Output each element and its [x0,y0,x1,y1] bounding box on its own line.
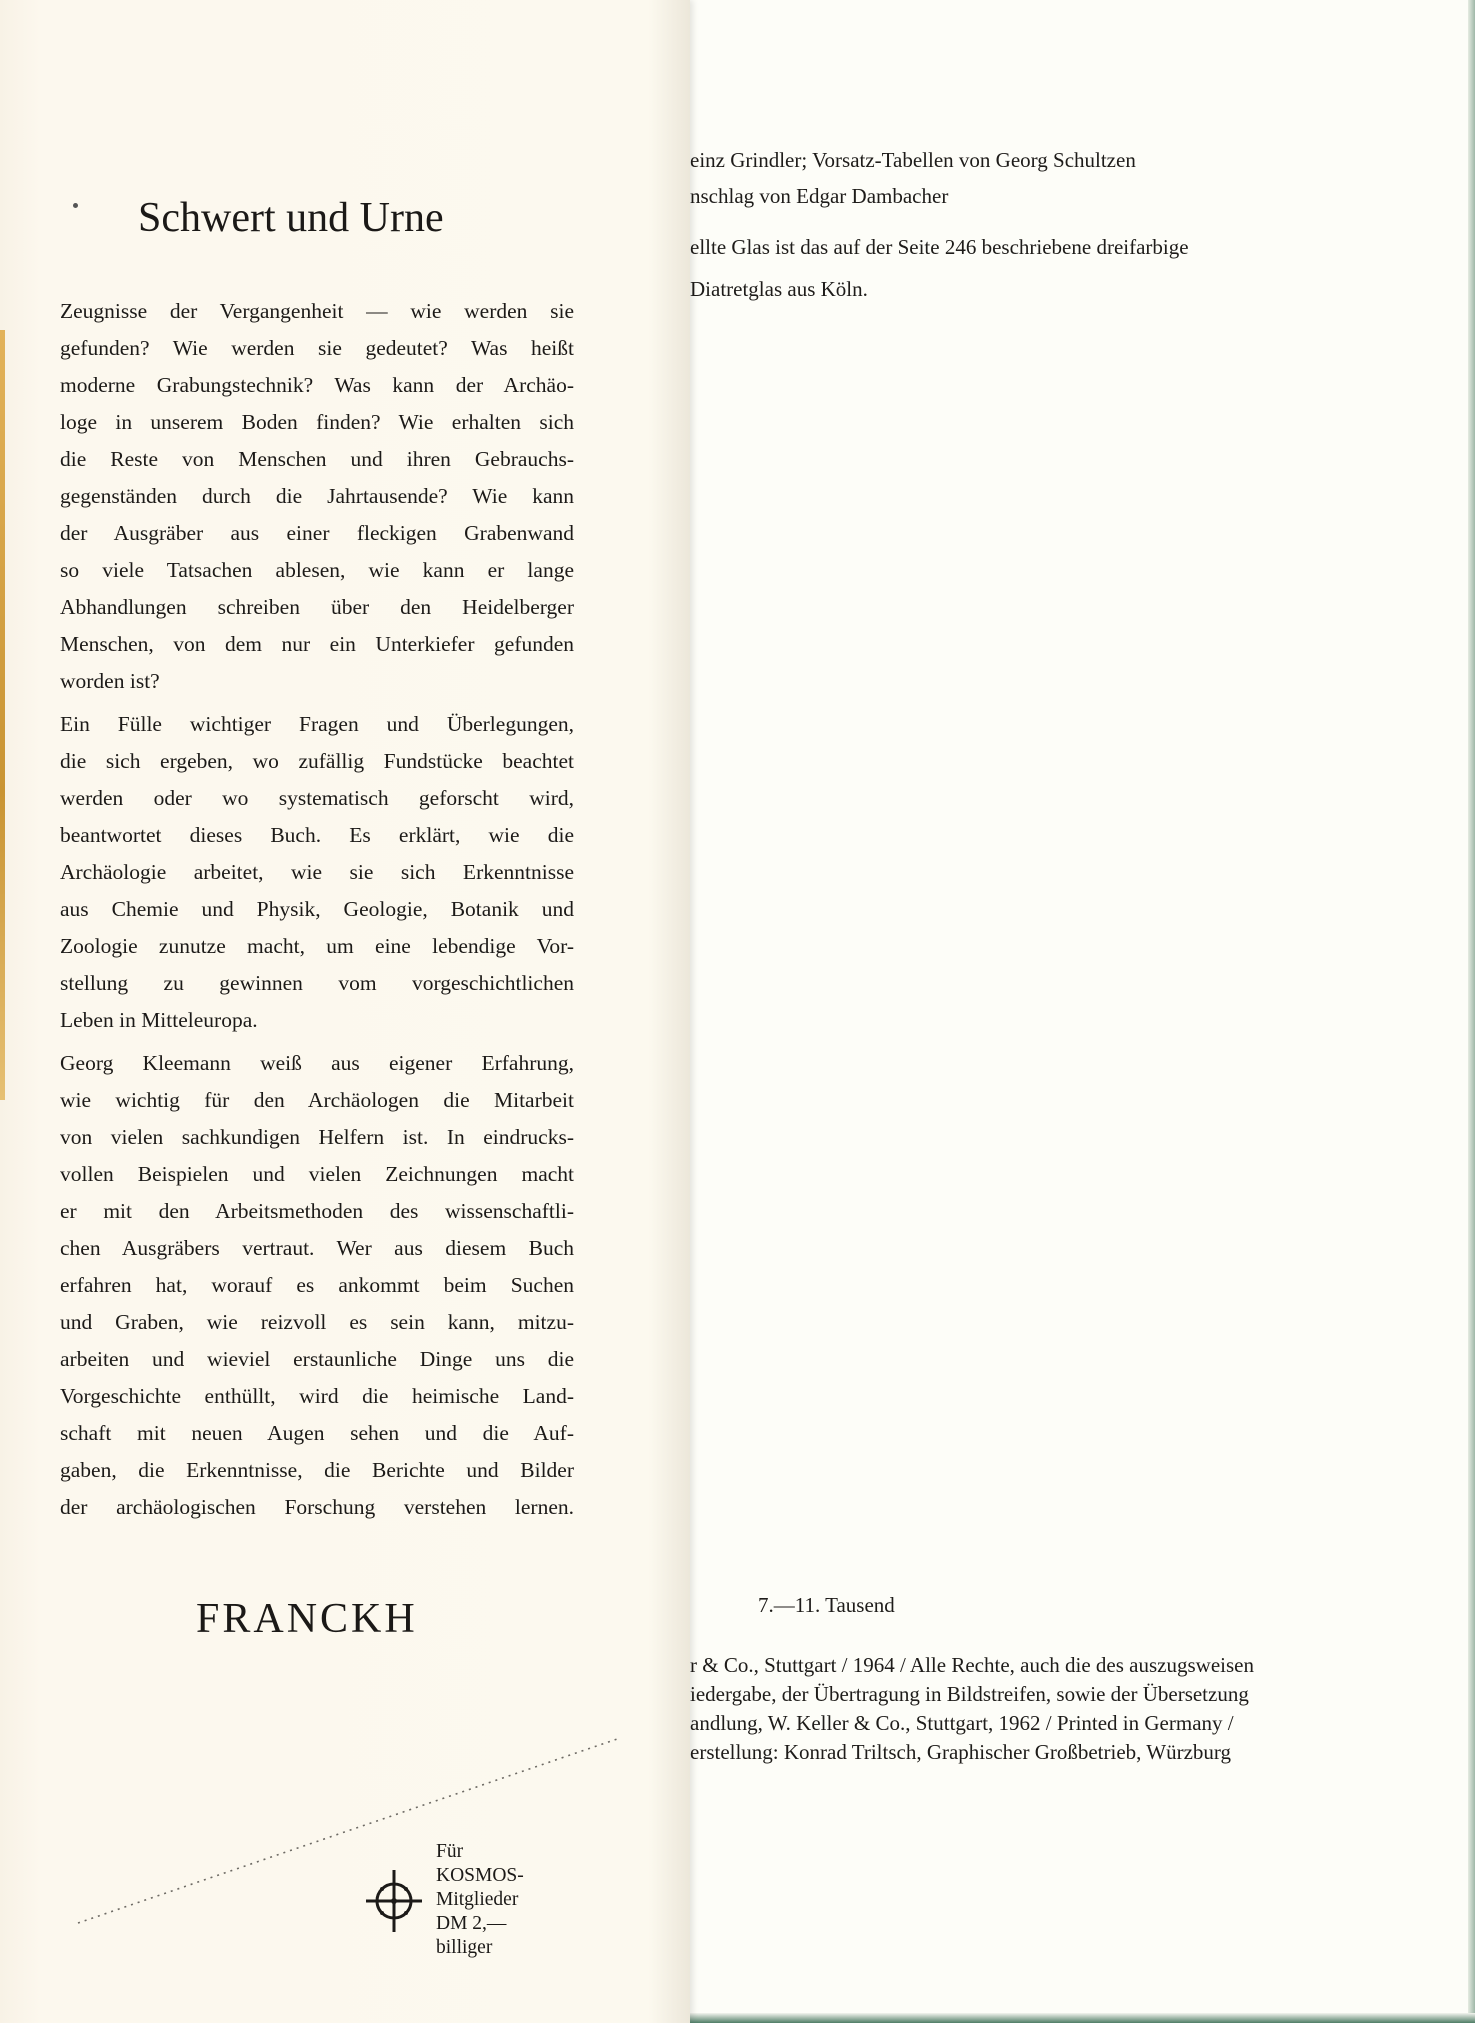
blurb-line: gefunden? Wie werden sie gedeutet? Was heißt [60,336,574,360]
jacket-flap [0,0,690,2023]
blurb-line: Ein Fülle wichtiger Fragen und Überlegungen, [60,712,574,736]
blurb-line: beantwortet dieses Buch. Es erklärt, wie die [60,823,574,847]
blurb-line: gaben, die Erkenntnisse, die Berichte und Bilder [60,1458,574,1482]
credit-line: nschlag von Edgar Dambacher [690,184,949,208]
blurb-line: Menschen, von dem nur ein Unterkiefer gefunden [60,632,574,656]
kosmos-note-line: KOSMOS- [436,1865,524,1886]
blurb-line: die sich ergeben, wo zufällig Fundstücke beachtet [60,749,574,773]
blurb-line: der archäologischen Forschung verstehen lernen. [60,1495,574,1519]
blurb-line: Archäologie arbeitet, wie sie sich Erkenntnisse [60,860,574,884]
kosmos-member-price [436,1840,524,1960]
price-clip-line [0,0,690,2023]
blurb-line: und Graben, wie reizvoll es sein kann, mitzu- [60,1310,574,1334]
blurb-line: stellung zu gewinnen vom vorgeschichtlichen [60,971,574,995]
blurb-line: Georg Kleemann weiß aus eigener Erfahrung, [60,1051,574,1075]
blurb-line: chen Ausgräbers vertraut. Wer aus diesem Buch [60,1236,574,1260]
page-edge-bottom [690,2013,1475,2023]
imprint-line: erstellung: Konrad Triltsch, Graphischer Großbetrieb, Würzburg [690,1740,1232,1764]
book-title: Schwert und Urne [138,195,444,241]
blurb-line: aus Chemie und Physik, Geologie, Botanik und [60,897,574,921]
right-book-page [690,0,1468,2013]
blurb-line: der Ausgräber aus einer fleckigen Grabenwand [60,521,574,545]
edition-note: 7.—11. Tausend [758,1593,895,1617]
blurb-line: wie wichtig für den Archäologen die Mitarbeit [60,1088,574,1112]
publisher-name: FRANCKH [196,1596,418,1642]
imprint-line: r & Co., Stuttgart / 1964 / Alle Rechte, auch die des auszugsweisen [690,1653,1254,1677]
kosmos-compass-icon [364,1868,424,1934]
kosmos-note-line: Für [436,1841,464,1862]
blurb-line: Abhandlungen schreiben über den Heidelberger [60,595,574,619]
imprint-line: andlung, W. Keller & Co., Stuttgart, 1962 / Printed in Germany / [690,1711,1234,1735]
blurb-line: Leben in Mitteleuropa. [60,1008,258,1032]
blurb-line: arbeiten und wieviel erstaunliche Dinge uns die [60,1347,574,1371]
kosmos-note-line: billiger [436,1937,493,1958]
blurb-line: von vielen sachkundigen Helfern ist. In eindrucks- [60,1125,574,1149]
blurb-line: werden oder wo systematisch geforscht wird, [60,786,574,810]
blurb-line: erfahren hat, worauf es ankommt beim Suchen [60,1273,574,1297]
blurb-line: schaft mit neuen Augen sehen und die Auf- [60,1421,574,1445]
blurb-line: moderne Grabungstechnik? Was kann der Archäo- [60,373,574,397]
caption-line: Diatretglas aus Köln. [690,277,868,301]
kosmos-note-line: Mitglieder [436,1889,519,1910]
blurb-line: so viele Tatsachen ablesen, wie kann er lange [60,558,574,582]
blurb-line: worden ist? [60,669,160,693]
imprint-line: iedergabe, der Übertragung in Bildstreifen, sowie der Übersetzung [690,1682,1249,1706]
kosmos-note-line: DM 2,— [436,1913,507,1934]
caption-line: ellte Glas ist das auf der Seite 246 beschriebene dreifarbige [690,235,1189,259]
blurb-line: Zoologie zunutze macht, um eine lebendige Vor- [60,934,574,958]
blurb-line: gegenständen durch die Jahrtausende? Wie kann [60,484,574,508]
blurb-line: Zeugnisse der Vergangenheit — wie werden sie [60,299,574,323]
blurb-line: loge in unserem Boden finden? Wie erhalten sich [60,410,574,434]
page-edge-right [1468,0,1475,2023]
blurb-line: vollen Beispielen und vielen Zeichnungen macht [60,1162,574,1186]
blurb-line: Vorgeschichte enthüllt, wird die heimische Land- [60,1384,574,1408]
blurb-line: er mit den Arbeitsmethoden des wissenschaftli- [60,1199,574,1223]
credit-line: einz Grindler; Vorsatz-Tabellen von Georg Schultzen [690,148,1136,172]
blurb-line: die Reste von Menschen und ihren Gebrauchs- [60,447,574,471]
